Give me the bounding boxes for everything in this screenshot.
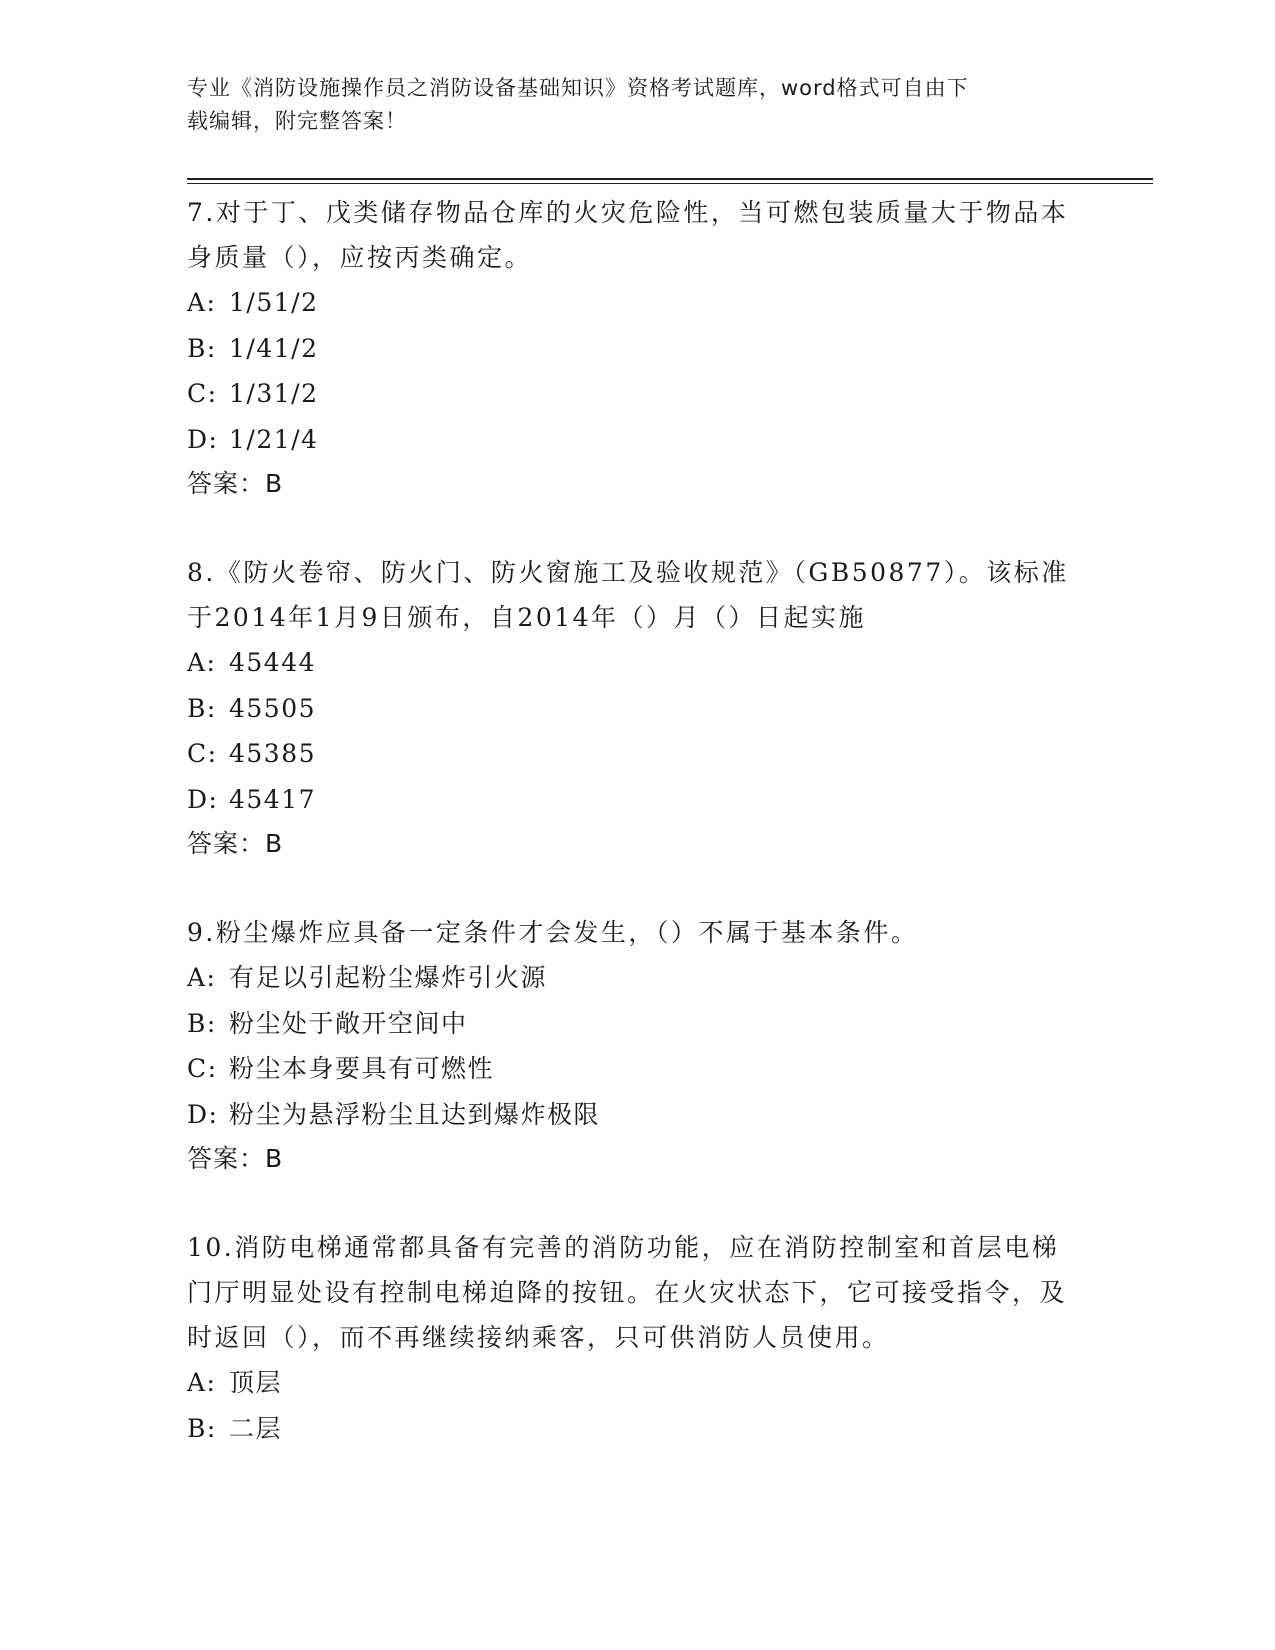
option-key: A: <box>187 1368 217 1397</box>
option-key: B: <box>187 333 217 363</box>
header-line-1: 专业《消防设施操作员之消防设备基础知识》资格考试题库，word格式可自由下 <box>187 76 969 100</box>
answer-line <box>187 822 1087 866</box>
option-c <box>187 731 1087 777</box>
option-b <box>187 326 1087 372</box>
option-c <box>187 371 1087 417</box>
option-key: D: <box>187 424 219 454</box>
header-divider-thin <box>187 183 1153 184</box>
answer-line <box>187 1137 1087 1181</box>
option-key: A: <box>187 288 217 317</box>
answer-value: B <box>265 469 284 498</box>
header-divider-thick <box>187 178 1153 180</box>
option-text: 粉尘本身要具有可燃性 <box>229 1054 495 1083</box>
option-text: 1/51/2 <box>229 288 319 317</box>
option-key: A: <box>187 963 217 992</box>
option-c <box>187 1046 1087 1092</box>
option-d <box>187 417 1087 463</box>
option-text: 1/41/2 <box>229 333 319 363</box>
question-10 <box>187 1225 1087 1451</box>
option-key: C: <box>187 1054 218 1083</box>
document-header <box>187 72 1067 138</box>
option-key: B: <box>187 1413 217 1443</box>
answer-line <box>187 462 1087 506</box>
option-a <box>187 955 1087 1001</box>
option-text: 1/21/4 <box>229 424 319 454</box>
question-stem: 10.消防电梯通常都具备有完善的消防功能，应在消防控制室和首层电梯门厅明显处设有控制电梯迫降的按钮。在火灾状态下，它可接受指令，及时返回（），而不再继续接纳乘客，只可供消防人员使用。 <box>187 1233 1068 1352</box>
question-7 <box>187 190 1087 506</box>
option-text: 45505 <box>229 693 317 723</box>
question-stem: 9.粉尘爆炸应具备一定条件才会发生，（）不属于基本条件。 <box>187 918 919 947</box>
option-text: 45444 <box>229 648 317 677</box>
question-stem: 8.《防火卷帘、防火门、防火窗施工及验收规范》（GB50877）。该标准于2014年1月9日颁布，自2014年（）月（）日起实施 <box>187 558 1069 632</box>
option-key: C: <box>187 739 218 768</box>
option-a <box>187 640 1087 686</box>
question-stem: 7.对于丁、戊类储存物品仓库的火灾危险性，当可燃包装质量大于物品本身质量（），应按丙类确定。 <box>187 198 1069 272</box>
option-a <box>187 280 1087 326</box>
answer-label: 答案： <box>187 1144 266 1173</box>
answer-value: B <box>265 829 284 858</box>
option-text: 粉尘为悬浮粉尘且达到爆炸极限 <box>229 1099 601 1129</box>
option-key: C: <box>187 379 218 408</box>
option-key: D: <box>187 1099 219 1129</box>
option-d <box>187 777 1087 823</box>
option-text: 有足以引起粉尘爆炸引火源 <box>229 963 548 992</box>
option-text: 顶层 <box>229 1368 283 1397</box>
answer-label: 答案： <box>187 469 266 498</box>
option-text: 粉尘处于敞开空间中 <box>229 1008 468 1038</box>
option-a <box>187 1360 1087 1406</box>
option-b <box>187 686 1087 732</box>
answer-value: B <box>265 1144 284 1173</box>
option-text: 45385 <box>229 739 317 768</box>
option-b <box>187 1001 1087 1047</box>
option-key: A: <box>187 648 217 677</box>
question-8 <box>187 550 1087 866</box>
option-key: D: <box>187 784 219 814</box>
option-key: B: <box>187 693 217 723</box>
option-text: 1/31/2 <box>229 379 319 408</box>
question-9 <box>187 910 1087 1181</box>
option-text: 45417 <box>229 784 317 814</box>
option-key: B: <box>187 1008 217 1038</box>
header-line-2: 载编辑，附完整答案！ <box>187 109 407 133</box>
option-d <box>187 1092 1087 1138</box>
option-text: 二层 <box>229 1413 283 1443</box>
question-list <box>187 190 1087 1495</box>
answer-label: 答案： <box>187 829 266 858</box>
option-b <box>187 1406 1087 1452</box>
